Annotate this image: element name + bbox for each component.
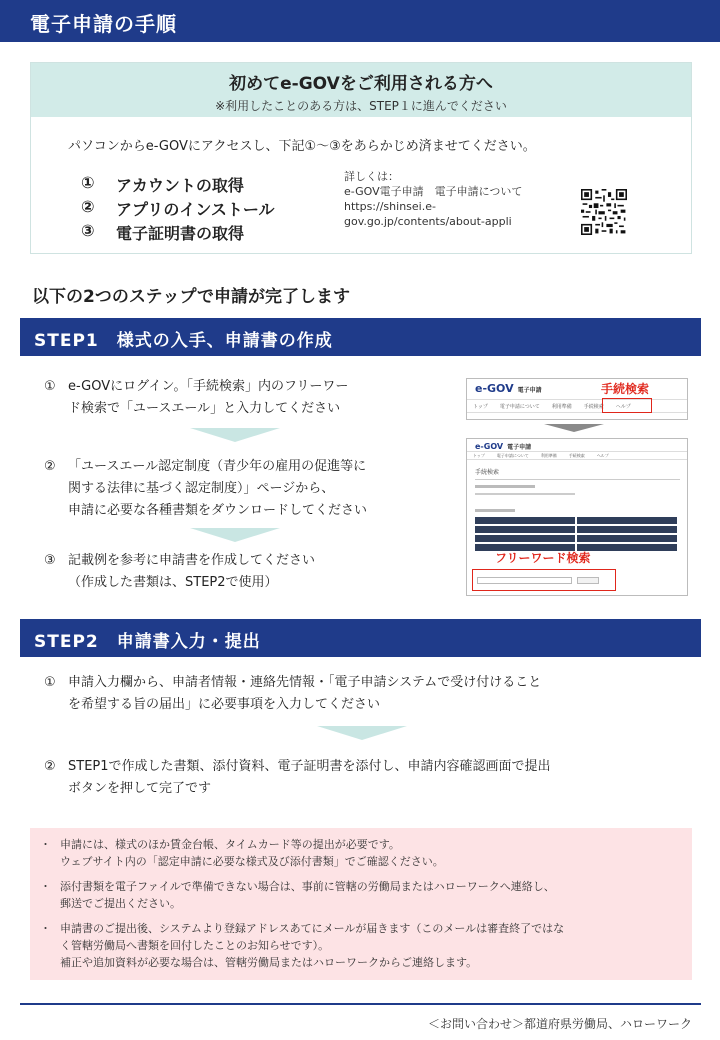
free-word-callout: フリーワード検索 — [495, 551, 591, 565]
item-number: ② — [81, 197, 95, 216]
item-number: ③ — [81, 221, 95, 240]
bullet: ・ — [40, 838, 51, 851]
intro-header — [31, 63, 691, 117]
down-arrow-icon — [317, 726, 407, 740]
list-item — [81, 197, 275, 221]
egov-nav: トップ 電子申請について 利用準備 手続検索 ヘルプ — [467, 451, 687, 460]
step2-title: STEP2 申請書入力・提出 — [34, 632, 261, 652]
footer-divider — [20, 1003, 701, 1005]
step2-item-2 — [44, 756, 551, 800]
mini-row — [475, 535, 575, 542]
mini-search-input — [477, 577, 572, 584]
item-label: アプリのインストール — [116, 200, 275, 219]
nav-item: 利用準備 — [551, 404, 572, 410]
down-arrow-icon — [544, 424, 604, 432]
nav-item: トップ — [473, 404, 488, 410]
mini-row — [577, 544, 677, 551]
mini-row — [577, 526, 677, 533]
list-item — [81, 173, 275, 197]
step1-item-2 — [44, 456, 367, 522]
item-number: ① — [44, 675, 56, 690]
mini-text-line — [475, 509, 515, 512]
details-reference — [344, 169, 522, 229]
details-line: 詳しくは： — [344, 170, 399, 183]
mini-page-heading: 手続検索 — [475, 469, 500, 476]
list-item — [81, 221, 275, 245]
note-text: 添付書類を電子ファイルで準備できない場合は、事前に管轄の労働局またはハローワークへ連絡し、 郵送でご提出ください。 — [60, 880, 555, 910]
preparation-list — [81, 173, 275, 245]
mini-row — [577, 517, 677, 524]
step2-bar — [20, 619, 701, 657]
item-number: ① — [81, 173, 95, 192]
summary-heading: 以下の2つのステップで申請が完了します — [32, 287, 350, 307]
step2-item-1 — [44, 672, 541, 716]
item-text: e-GOVにログイン。「手続検索」内のフリーワー ド検索で「ユースエール」と入力してください — [68, 379, 349, 416]
item-number: ③ — [44, 553, 56, 568]
step1-item-3 — [44, 550, 315, 594]
item-text: STEP1で作成した書類、添付資料、電子証明書を添付し、申請内容確認画面で提出 ボタンを押して完了です — [68, 759, 551, 796]
note-text: 申請書のご提出後、システムより登録アドレスあてにメールが届きます（このメールは審査終了ではな く管轄労働局へ書類を回付したことのお知らせです）。 補正や追加資料が必要な場合は、管轄労働局またはハローワークからご連絡します。 — [60, 922, 565, 969]
mini-row — [577, 535, 677, 542]
footer-contact: ＜お問い合わせ＞都道府県労働局、ハローワーク — [427, 1017, 692, 1031]
header-banner — [0, 0, 720, 42]
item-text: 記載例を参考に申請書を作成してください （作成した書類は、STEP2で使用） — [68, 553, 316, 590]
intro-subheading: ※利用したことのある方は、STEP１に進んでください — [215, 99, 507, 113]
down-arrow-icon — [190, 428, 280, 442]
item-number: ① — [44, 379, 56, 394]
intro-lead: パソコンからe-GOVにアクセスし、下記①～③をあらかじめ済ませてください。 — [68, 139, 536, 154]
item-label: アカウントの取得 — [116, 176, 244, 195]
intro-heading: 初めてe-GOVをご利用される方へ — [229, 74, 493, 94]
nav-item: 電子申請について — [499, 404, 540, 410]
egov-logo: e-GOV 電子申請 — [475, 442, 532, 451]
item-text: 「ユースエール認定制度（青少年の雇用の促進等に 関する法律に基づく認定制度）」ページから、 申請に必要な各種書類をダウンロードしてください — [68, 459, 368, 518]
item-text: 申請入力欄から、申請者情報・連絡先情報・「電子申請システムで受け付けること を希望する旨の届出」に必要事項を入力してください — [68, 675, 542, 712]
step1-item-1 — [44, 376, 348, 420]
qr-code-icon[interactable] — [581, 189, 627, 235]
item-label: 電子証明書の取得 — [116, 224, 245, 243]
search-callout: 手続検索 — [601, 382, 650, 396]
note-text: 申請には、様式のほか賃金台帳、タイムカード等の提出が必要です。 ウェブサイト内の「認定申請に必要な様式及び添付書類」でご確認ください。 — [60, 838, 444, 868]
step1-bar — [20, 318, 701, 356]
mini-text-line — [475, 493, 575, 495]
egov-header-screenshot — [466, 378, 688, 420]
details-url[interactable]: https://shinsei.e- — [344, 200, 436, 213]
note-item — [40, 836, 444, 870]
item-number: ② — [44, 759, 56, 774]
egov-nav — [467, 399, 687, 413]
mini-row — [475, 517, 575, 524]
search-highlight — [602, 398, 652, 413]
nav-item: 手続検索 — [583, 404, 604, 410]
bullet: ・ — [40, 922, 51, 935]
down-arrow-icon — [190, 528, 280, 542]
mini-search-button — [577, 577, 599, 584]
nav-item: ヘルプ — [615, 404, 631, 410]
procedure-search-screenshot — [466, 438, 688, 596]
item-number: ② — [44, 459, 56, 474]
mini-row — [475, 526, 575, 533]
page-title: 電子申請の手順 — [30, 12, 177, 36]
step1-title: STEP1 様式の入手、申請書の作成 — [34, 331, 333, 351]
note-item — [40, 920, 564, 971]
mini-text-line — [475, 485, 535, 488]
details-url[interactable]: gov.go.jp/contents/about-appli — [344, 215, 512, 228]
mini-divider — [475, 479, 680, 480]
bullet: ・ — [40, 880, 51, 893]
first-time-users-box — [30, 62, 692, 254]
egov-logo: e-GOV 電子申請 — [475, 382, 542, 395]
notes-box — [30, 828, 692, 980]
details-line: e-GOV電子申請 電子申請について — [344, 185, 523, 198]
note-item — [40, 878, 555, 912]
